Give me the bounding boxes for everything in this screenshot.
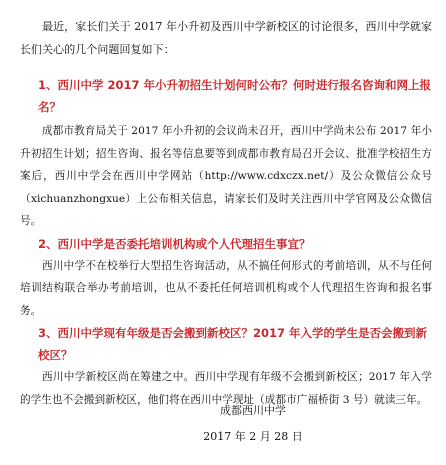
intro-paragraph: 最近，家长们关于 2017 年小升初及西川中学新校区的讨论很多，西川中学就家长们关心的几个问题回复如下： (20, 20, 432, 56)
question-3-title: 3、西川中学现有年级是否会搬到新校区？2017 年入学的学生是否会搬到新校区？ (38, 326, 428, 362)
question-1-answer: 成都市教育局关于 2017 年小升初的会议尚未召开，西川中学尚未公布 2017 年小升初招生计划；招生咨询、报名等信息要等到成都市教育局召开会议、批准学校招生方案后，西川中学会在西川中学网站（http://www.cdxczx.net/）及公众微信公众号（xichuanzhongxue）上公布相关信息，请家长们及时关注西川中学官网及公众微信号。 (20, 125, 432, 227)
question-3-answer: 西川中学新校区尚在筹建之中。西川中学现有年级不会搬到新校区；2017 年入学的学生也不会搬到新校区，他们将在西川中学现址（成都市广福桥街 3 号）就读三年。 (20, 371, 432, 406)
question-2-answer: 西川中学不在校举行大型招生咨询活动，从不搞任何形式的考前培训，从不与任何培训结构联合举办考前培训，也从不委托任何培训机构或个人代理招生咨询和报名事务。 (20, 259, 432, 317)
signature-organization: 成都西川中学 (220, 404, 286, 417)
question-2-title: 2、西川中学是否委托培训机构或个人代理招生事宜？ (38, 236, 311, 251)
signature-date: 2017 年 2 月 28 日 (203, 430, 303, 443)
question-1-title: 1、西川中学 2017 年小升初招生计划何时公布？何时进行报名咨询和网上报名？ (38, 78, 432, 114)
